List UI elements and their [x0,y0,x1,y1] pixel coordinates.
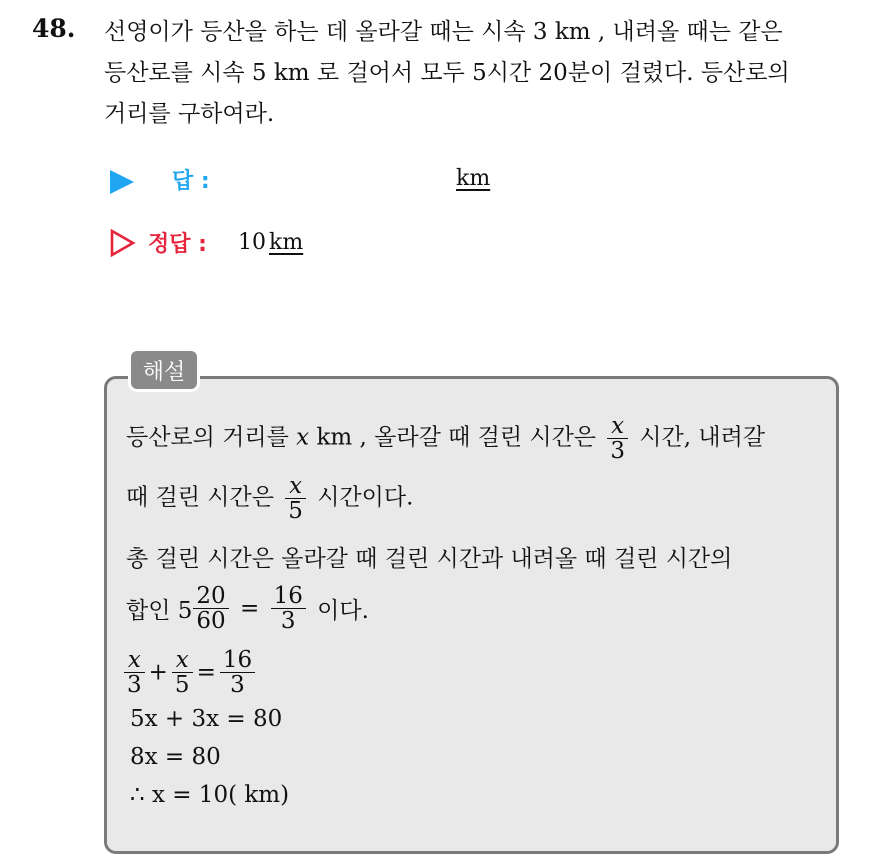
question-number: 48. [32,14,76,43]
plus-sign: + [148,659,168,686]
fraction [193,584,228,633]
equation-4: ∴ x = 10( km) [130,782,290,808]
explanation-tab: 해설 [128,348,200,392]
exp-text: 등산로의 거리를 [126,424,297,451]
outline-triangle-icon [110,229,136,257]
fraction-numerator: x [172,648,193,673]
fraction-denominator: 5 [174,672,190,699]
exp-text: 시간, 내려갈 [639,424,766,451]
fraction-denominator: 3 [230,672,245,699]
equation-3: 8x = 80 [130,744,221,770]
answer-row [110,164,530,198]
fraction-numerator: x [607,414,628,439]
explanation-line-2 [126,474,413,523]
question-line-3: 거리를 구하여라. [104,101,275,127]
fraction [271,584,306,633]
exp-variable: x [296,424,310,451]
equals-sign: = [239,595,260,622]
fraction [220,648,255,697]
fraction [172,648,193,697]
equation-2: 5x + 3x = 80 [130,706,283,732]
fraction [124,648,145,697]
explanation-line-1 [126,414,765,463]
exp-text: 시간이다. [317,484,414,511]
question-line-1: 선영이가 등산을 하는 데 올라갈 때는 시속 3 km , 내려올 때는 같은 [104,19,783,45]
fraction [285,474,306,523]
correct-answer-row [110,227,530,261]
answer-blank-unit[interactable]: km [456,166,491,191]
exp-text: km , 올라갈 때 걸린 시간은 [309,424,597,451]
exp-text: 때 걸린 시간은 [126,484,274,511]
filled-triangle-icon [110,170,134,194]
fraction [607,414,628,463]
answer-label: 답 : [172,169,210,194]
question-text [104,12,874,135]
explanation-line-4 [126,584,369,633]
fraction-denominator: 5 [288,498,303,525]
fraction-numerator: 16 [220,648,255,673]
exp-text: 이다. [317,598,369,625]
correct-answer-value [238,230,303,255]
fraction-numerator: 20 [193,584,228,609]
fraction-denominator: 60 [196,608,226,635]
question-line-2: 등산로를 시속 5 km 로 걸어서 모두 5시간 20분이 걸렸다. 등산로의 [104,60,790,86]
correct-answer-unit: km [269,230,304,255]
correct-answer-number: 10 [238,230,266,255]
exp-text: 합인 5 [126,598,193,625]
fraction-numerator: x [285,474,306,499]
equals-sign: = [196,659,216,686]
fraction-numerator: 16 [271,584,306,609]
explanation-line-3: 총 걸린 시간은 올라갈 때 걸린 시간과 내려올 때 걸린 시간의 [126,546,733,572]
fraction-numerator: x [124,648,145,673]
correct-answer-label: 정답 : [148,232,207,257]
fraction-denominator: 3 [610,438,625,465]
fraction-denominator: 3 [127,672,142,699]
fraction-denominator: 3 [280,608,296,635]
equation-1 [124,648,259,697]
